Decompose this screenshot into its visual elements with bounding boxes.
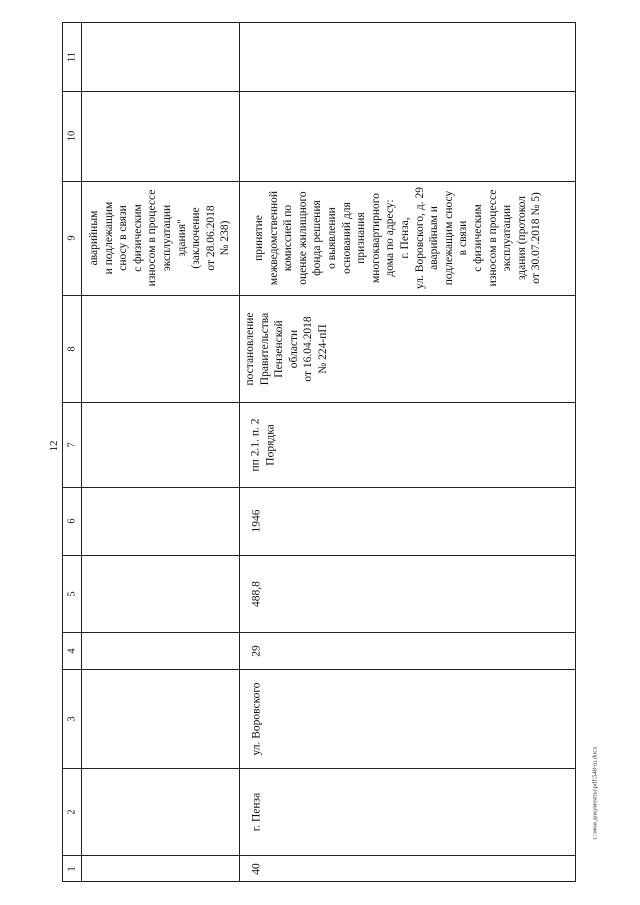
row40-resolution: постановление Правительства Пензенской области от 16.04.2018 № 224-пП <box>244 312 330 386</box>
page-number: 12 <box>48 440 60 452</box>
continuation-cell-col9: аварийным и подлежащим сносу в связи с физическим износом в процессе эксплуатации здания" (заключение от 28.06.2018 № 238) <box>88 189 232 287</box>
column-header-9: 9 <box>66 235 78 241</box>
column-header-4: 4 <box>66 647 78 654</box>
column-header-2: 2 <box>66 808 78 815</box>
row40-year: 1946 <box>250 509 263 533</box>
column-header-3: 3 <box>66 715 78 722</box>
row40-decision-basis: принятие межведомственной комиссией по оценке жилищного фонда решения о выявлении оснований для признания многоквартирного дома по адресу: г. Пенза, ул. Воровского, д. 29 аварийным и подлежащим сносу в связи с физическим износом в процессе эксплуатации здания (протокол от 30.07.2018 № 5) <box>253 187 543 289</box>
row40-col10 <box>239 91 577 181</box>
column-header-8: 8 <box>66 345 78 352</box>
row40-clause: пп 2.1. п. 2 Порядка <box>249 418 276 471</box>
row40-area: 488,8 <box>250 580 263 607</box>
row40-number: 40 <box>250 863 263 875</box>
data-table <box>62 22 576 882</box>
column-header-7: 7 <box>66 441 78 448</box>
column-header-6: 6 <box>66 518 78 524</box>
row40-house-number: 29 <box>250 644 263 657</box>
table-divider <box>81 23 82 881</box>
column-header-10: 10 <box>66 130 78 142</box>
column-header-5: 5 <box>66 590 78 597</box>
column-header-1: 1 <box>66 866 78 872</box>
row40-city: г. Пенза <box>250 792 263 831</box>
row40-street: ул. Воровского <box>250 681 263 756</box>
column-header-11: 11 <box>66 51 78 63</box>
row40-col11 <box>239 23 577 91</box>
footer-path: c:\мои документы\pdf\548-ш.docx <box>591 746 599 840</box>
